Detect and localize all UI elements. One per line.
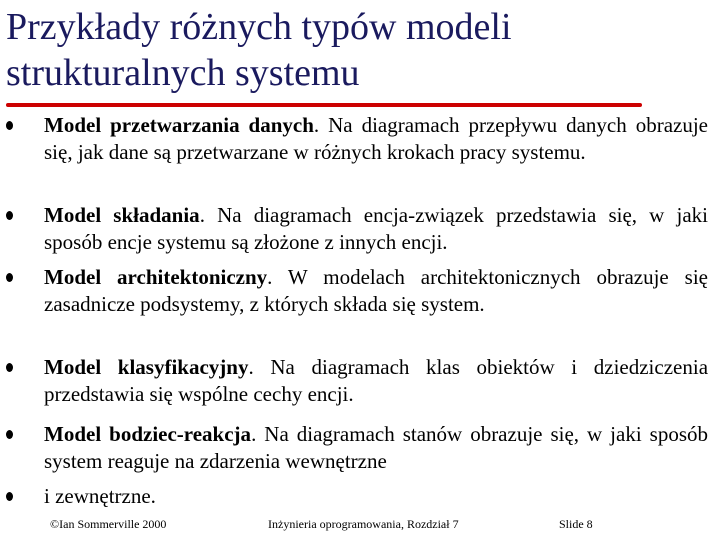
bullet-lead-term: Model architektoniczny: [44, 265, 268, 289]
footer-slide-number: Slide 8: [559, 517, 593, 531]
footer-copyright: ©Ian Sommerville 2000: [50, 517, 167, 531]
bullet-description: . Na diagramach encja-związek przedstawia się, w jaki sposób encje systemu są złożone z innych encji.: [44, 203, 708, 254]
bullet-text: [44, 264, 708, 318]
bullet-description: . W modelach architektonicznych obrazuje się zasadnicze podsystemy, z których składa się system.: [44, 265, 708, 316]
slide-title: [6, 4, 686, 96]
slide-title-line-2: strukturalnych systemu: [6, 52, 360, 94]
bullet-description: . Na diagramach przepływu danych obrazuje się, jak dane są przetwarzane w różnych krokach pracy systemu.: [44, 113, 708, 164]
bullet-text: [44, 483, 708, 510]
bullet-dot-icon: [6, 211, 13, 220]
bullet-lead-term: Model składania: [44, 203, 200, 227]
bullet-lead-term: Model klasyfikacyjny: [44, 355, 249, 379]
bullet-text: [44, 354, 708, 408]
bullet-dot-icon: [6, 430, 13, 439]
bullet-text: [44, 421, 708, 475]
bullet-dot-icon: [6, 121, 13, 130]
slide-footer: [0, 514, 720, 534]
bullet-description: . Na diagramach stanów obrazuje się, w jaki sposób system reaguje na zdarzenia wewnętrzne: [44, 422, 709, 473]
bullet-dot-icon: [6, 492, 13, 501]
bullet-dot-icon: [6, 273, 13, 282]
bullet-description: . Na diagramach klas obiektów i dziedziczenia przedstawia się wspólne cechy encji.: [44, 355, 709, 406]
bullet-text: [44, 112, 708, 166]
bullet-text: [44, 202, 708, 256]
slide-title-line-1: Przykłady różnych typów modeli: [6, 6, 512, 48]
title-underline-rule: [6, 103, 642, 107]
footer-course-title: Inżynieria oprogramowania, Rozdział 7: [268, 517, 459, 531]
bullet-lead-term: Model przetwarzania danych: [44, 113, 314, 137]
bullet-lead-term: Model bodziec-reakcja: [44, 422, 252, 446]
bullet-dot-icon: [6, 363, 13, 372]
bullet-description: i zewnętrzne.: [44, 484, 156, 508]
